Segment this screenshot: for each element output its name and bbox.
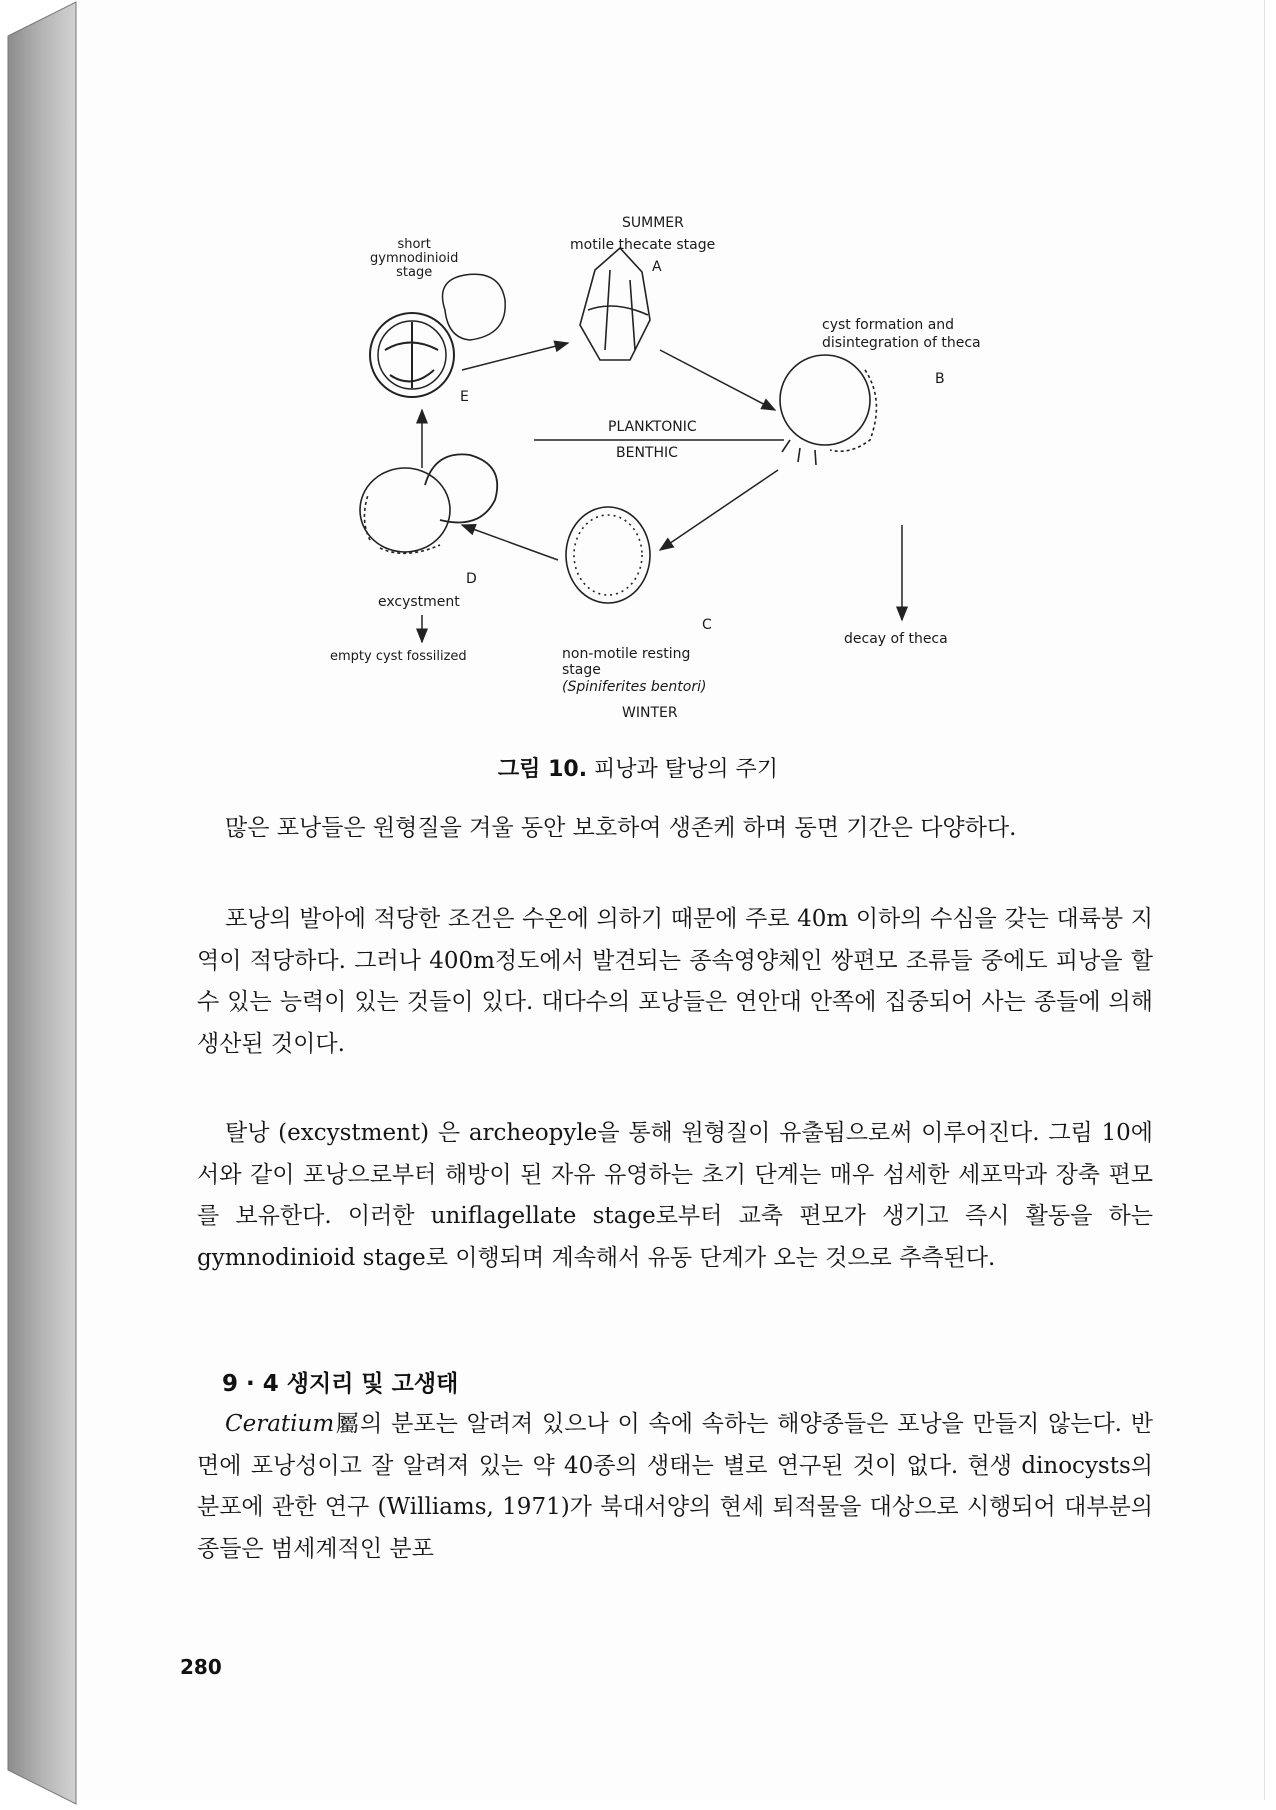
label-benthic: BENTHIC — [616, 445, 678, 461]
caption-number: 그림 10. — [497, 757, 588, 782]
cell-b-cyst — [780, 355, 876, 465]
body-paragraph-2 — [197, 899, 1153, 1065]
paragraph-text: 탈낭 (excystment) 은 archeopyle을 통해 원형질이 유출됨으로써 이루어진다. 그림 10에서와 같이 포낭으로부터 해방이 된 자유 유영하는 초기 단계는 매우 섬세한 세포막과 장축 편모를 보유한다. 이러한 uniflagellate stage로부터 교축 편모가 생기고 즉시 활동을 하는 gymnodinioid stage로 이행되며 계속해서 유동 단계가 오는 것으로 추측된다. — [197, 1120, 1153, 1271]
label-motile-thecate-stage: motile thecate stage — [570, 237, 716, 253]
cell-c-resting — [566, 507, 650, 603]
cell-a-motile — [580, 248, 650, 360]
genus-name: Ceratium — [225, 1411, 335, 1437]
body-paragraph-1 — [197, 808, 1153, 850]
label-e: E — [460, 389, 469, 405]
label-spiniferites-bentori: (Spiniferites bentori) — [562, 679, 707, 695]
figure-caption — [0, 752, 1276, 783]
book-spine — [0, 0, 78, 1806]
label-summer: SUMMER — [622, 215, 684, 231]
paragraph-text: 포낭의 발아에 적당한 조건은 수온에 의하기 때문에 주로 40m 이하의 수심을 갖는 대륙붕 지역이 적당하다. 그러나 400m정도에서 발견되는 종속영양체인 쌍편모 조류들 중에도 피낭을 할 수 있는 능력이 있는 것들이 있다. 대다수의 포낭들은 연안대 안쪽에 집중되어 사는 종들에 의해 생산된 것이다. — [197, 906, 1153, 1057]
label-planktonic: PLANKTONIC — [608, 419, 697, 435]
page-number: 280 — [180, 1655, 222, 1679]
life-cycle-diagram — [330, 210, 1010, 730]
section-paragraph-text: 屬의 분포는 알려져 있으나 이 속에 속하는 해양종들은 포낭을 만들지 않는다. 반면에 포낭성이고 잘 알려져 있는 약 40종의 생태는 별로 연구된 것이 없다. 현생 dinocysts의 분포에 관한 연구 (Williams, 1971)가 북대서양의 현세 퇴적물을 대상으로 시행되어 대부분의 종들은 범세계적인 분포 — [197, 1411, 1153, 1562]
label-short-gymnodinioid-stage: short gymnodinioid stage — [370, 237, 459, 280]
label-b: B — [935, 371, 945, 387]
paragraph-text: 많은 포낭들은 원형질을 겨울 동안 보호하여 생존케 하며 동면 기간은 다양하다. — [225, 815, 1017, 841]
cell-e-gymnodinioid — [370, 274, 505, 397]
label-cyst-formation: cyst formation and disintegration of theca — [822, 317, 981, 351]
caption-text: 피낭과 탈낭의 주기 — [587, 757, 779, 782]
label-empty-cyst-fossilized: empty cyst fossilized — [330, 649, 467, 664]
body-paragraph-3 — [197, 1113, 1153, 1279]
label-excystment: excystment — [378, 594, 460, 610]
label-c: C — [702, 617, 712, 633]
label-a: A — [652, 259, 662, 275]
label-winter: WINTER — [622, 705, 678, 721]
label-decay-of-theca: decay of theca — [844, 631, 948, 647]
section-heading: 9 · 4 생지리 및 고생태 — [222, 1371, 459, 1397]
section-paragraph — [197, 1404, 1153, 1570]
cell-d-excystment — [360, 454, 497, 553]
label-non-motile-resting-stage: non-motile resting stage — [562, 646, 691, 678]
label-d: D — [466, 571, 477, 587]
